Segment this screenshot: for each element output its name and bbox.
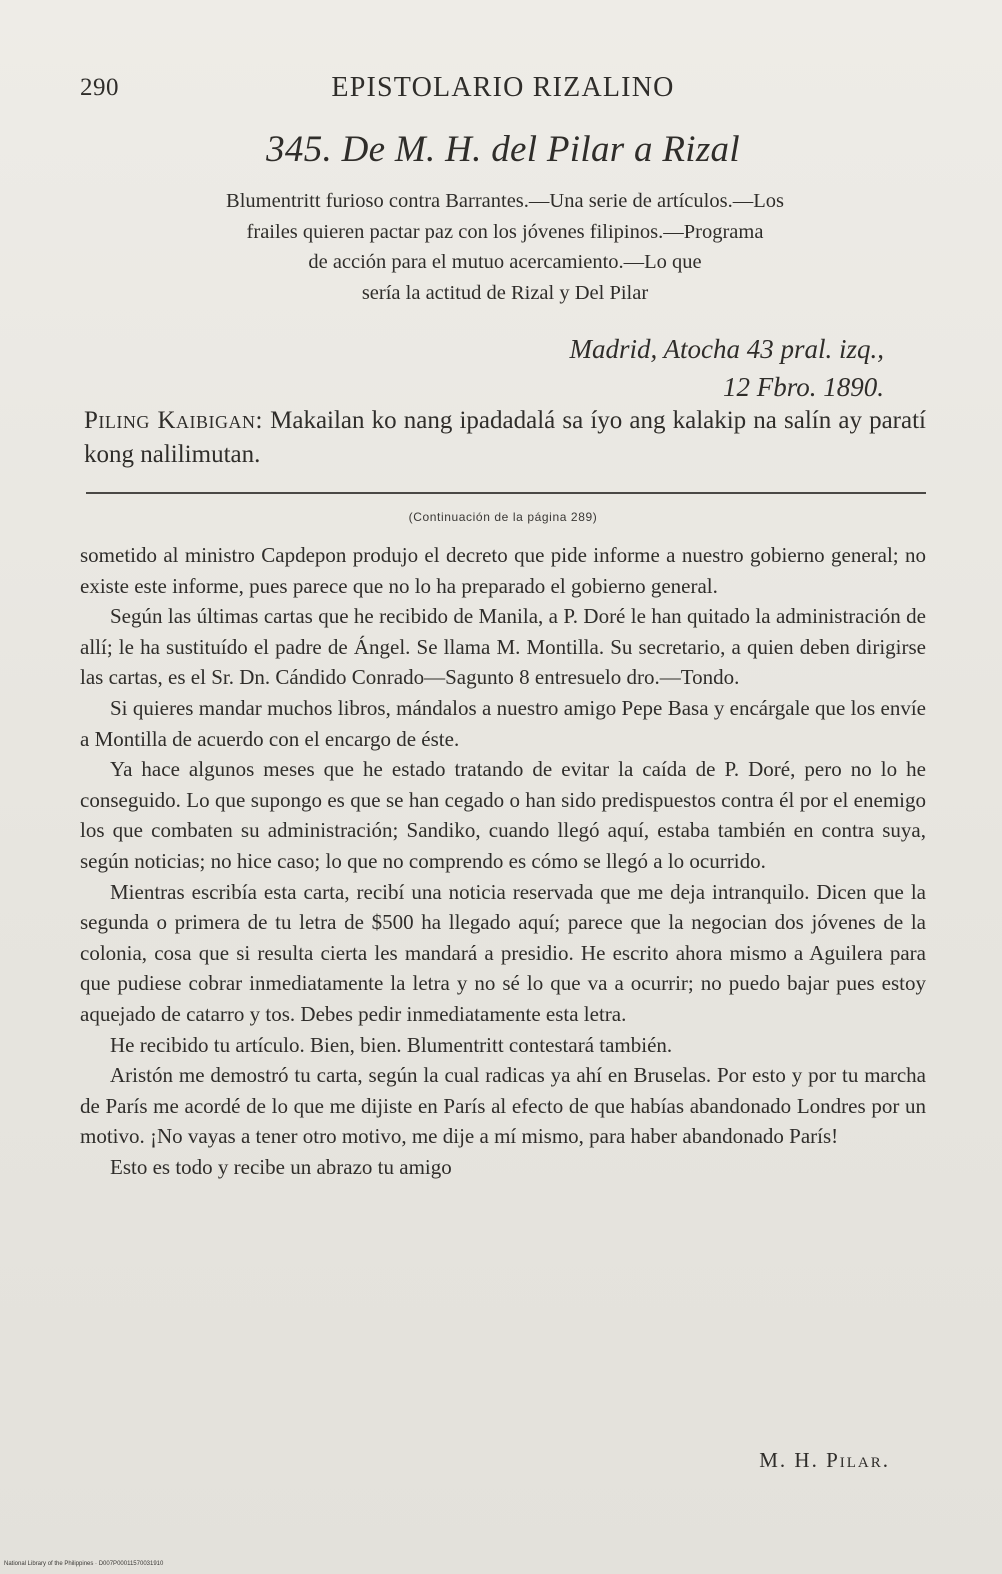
body-paragraph: sometido al ministro Capdepon produjo el decreto que pide informe a nuestro gobierno general; no existe este informe, pues parece que no lo ha preparado el gobierno general. (80, 543, 926, 598)
letter-summary (82, 186, 928, 308)
summary-line: Blumentritt furioso contra Barrantes.—Una serie de artículos.—Los (226, 190, 784, 212)
body-paragraph: Esto es todo y recibe un abrazo tu amigo (110, 1154, 452, 1179)
summary-line: sería la actitud de Rizal y Del Pilar (361, 281, 649, 304)
summary-line: frailes quieren pactar paz con los jóvenes filipinos.—Programa (246, 220, 764, 243)
body-paragraph: Si quieres mandar muchos libros, mándalos a nuestro amigo Pepe Basa y encárgale que los envíe a Montilla de acuerdo con el encargo de éste. (80, 695, 926, 751)
signature: M. H. Pilar. (759, 1448, 890, 1472)
body-paragraph: Mientras escribía esta carta, recibí una noticia reservada que me deja intranquilo. Dicen que la segunda o primera de tu letra de $500 ha llegado aquí; parece que la negocian dos jóvenes de la colonia, cosa que si resulta cierta les mandará a presidio. He escrito ahora mismo a Aguilera para que pudiese cobrar inmediatamente la letra y no sé lo que va a ocurrir; no puedo bajar pues estoy aquejado de catarro y tos. Debes pedir inmediatamente esta letra. (80, 879, 926, 1026)
salutation (84, 404, 926, 472)
letter-body (80, 540, 926, 1182)
summary-line: de acción para el mutuo acercamiento.—Lo que (308, 251, 702, 273)
body-paragraph: Aristón me demostró tu carta, según la cual radicas ya ahí en Bruselas. Por esto y por tu marcha de París me acordé de lo que me dijiste en París al efecto de que habías abandonado Londres por un motivo. ¡No vayas a tener otro motivo, me dije a mí mismo, para haber abandonado París! (80, 1063, 926, 1149)
salutation-greeting: Piling Kaibigan: (84, 407, 263, 434)
scan-footer: National Library of the Philippines · D007P00011570031910 (4, 1561, 164, 1567)
body-paragraph: He recibido tu artículo. Bien, bien. Blumentritt contestará también. (110, 1032, 673, 1057)
running-title: EPISTOLARIO RIZALINO (331, 72, 675, 103)
dateline-date: 12 Fbro. 1890. (723, 372, 884, 402)
continuation-note: (Continuación de la página 289) (408, 510, 598, 524)
page-number: 290 (80, 74, 119, 101)
body-paragraph: Según las últimas cartas que he recibido de Manila, a P. Doré le han quitado la administración de allí; le ha sustituído el padre de Ángel. Se llama M. Montilla. Su secretario, a quien deben dirigirse las cartas, es el Sr. Dn. Cándido Conrado—Sagunto 8 entresuelo dro.—Tondo. (80, 604, 926, 690)
running-head (80, 70, 926, 110)
body-paragraph: Ya hace algunos meses que he estado tratando de evitar la caída de P. Doré, pero no lo he conseguido. Lo que supongo es que se han cegado o han sido predispuestos contra él por el enemigo los que combaten su administración; Sandiko, cuando llegó aquí, estaba también en contra suya, según noticias; no hice caso; lo que no comprendo es cómo se llegó a lo ocurrido. (80, 757, 926, 873)
footnote-rule (86, 492, 926, 494)
salutation-text: Makailan ko nang ipadadalá sa íyo ang kalakip na salín ay paratí kong nalilimutan. (84, 407, 926, 468)
dateline-place: Madrid, Atocha 43 pral. izq., (569, 334, 884, 364)
dateline (569, 330, 884, 406)
letter-heading: 345. De M. H. del Pilar a Rizal (266, 129, 740, 170)
